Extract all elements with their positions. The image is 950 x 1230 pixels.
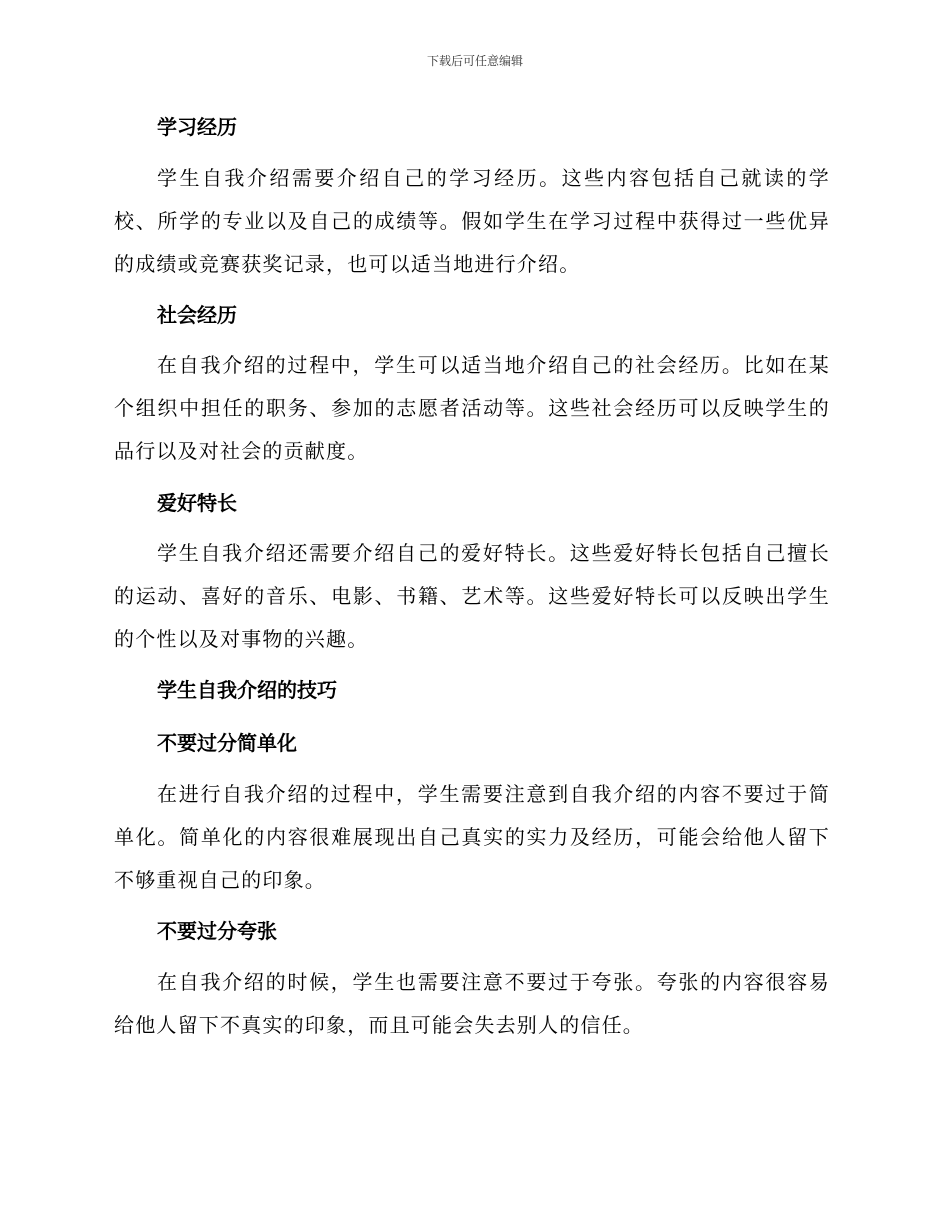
page-header: 下载后可任意编辑: [426, 54, 523, 68]
section-paragraph-study: 学生自我介绍需要介绍自己的学习经历。这些内容包括自己就读的学校、所学的专业以及自己的成绩等。假如学生在学习过程中获得过一些优异的成绩或竞赛获奖记录，也可以适当地进行介绍。: [114, 166, 830, 276]
section-heading-hobbies: 爱好特长: [157, 491, 237, 515]
section-heading-study: 学习经历: [157, 115, 237, 139]
section-paragraph-not-too-simple: 在进行自我介绍的过程中，学生需要注意到自我介绍的内容不要过于简单化。简单化的内容很难展现出自己真实的实力及经历，可能会给他人留下不够重视自己的印象。: [114, 782, 830, 892]
section-paragraph-hobbies: 学生自我介绍还需要介绍自己的爱好特长。这些爱好特长包括自己擅长的运动、喜好的音乐、电影、书籍、艺术等。这些爱好特长可以反映出学生的个性以及对事物的兴趣。: [114, 541, 830, 651]
section-paragraph-social: 在自我介绍的过程中，学生可以适当地介绍自己的社会经历。比如在某个组织中担任的职务、参加的志愿者活动等。这些社会经历可以反映学生的品行以及对社会的贡献度。: [114, 353, 830, 463]
section-paragraph-not-exaggerate: 在自我介绍的时候，学生也需要注意不要过于夸张。夸张的内容很容易给他人留下不真实的印象，而且可能会失去别人的信任。: [114, 970, 830, 1037]
section-heading-not-exaggerate: 不要过分夸张: [157, 919, 277, 943]
section-heading-social: 社会经历: [157, 303, 237, 327]
section-heading-not-too-simple: 不要过分简单化: [157, 731, 297, 755]
section-heading-tips: 学生自我介绍的技巧: [157, 678, 337, 702]
